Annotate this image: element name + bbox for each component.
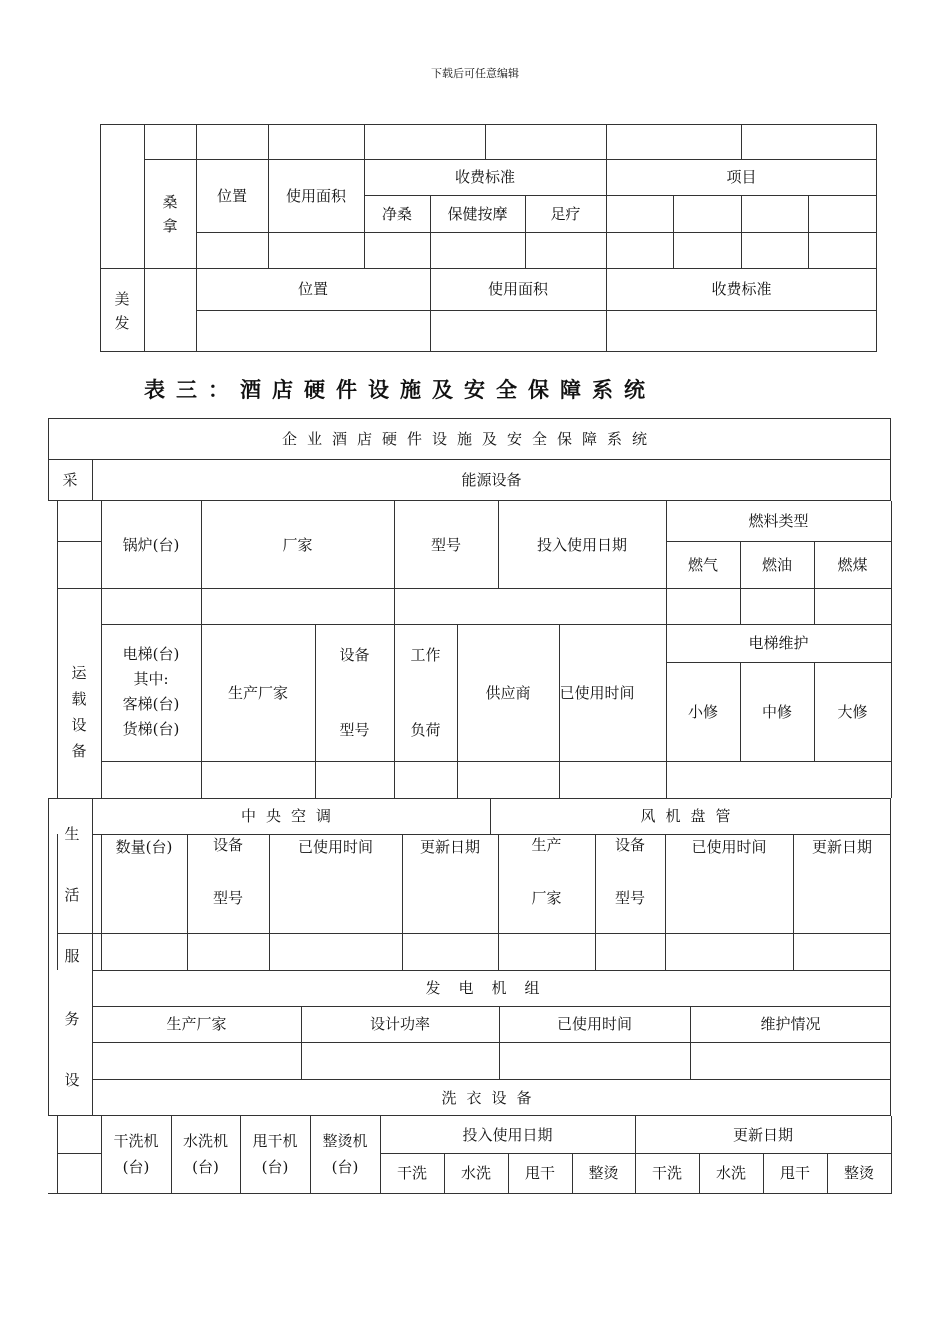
laundry-machine-line: 干洗机 [113, 1132, 159, 1150]
sauna-label-text: 桑拿 [162, 193, 178, 235]
laundry-type-cell: 水洗 [460, 1164, 491, 1182]
laundry-machine [310, 1128, 380, 1180]
laundry-machine-line: (台) [122, 1158, 150, 1176]
laundry-type-cell: 整烫 [843, 1164, 874, 1182]
laundry-start-header: 投入使用日期 [462, 1125, 553, 1144]
elevator-header [101, 640, 201, 744]
supplier-header: 供应商 [485, 683, 531, 702]
fuel-type-header: 燃料类型 [748, 512, 809, 530]
hair-area: 使用面积 [487, 280, 548, 298]
hair-position: 位置 [297, 280, 328, 298]
hair-label [107, 286, 137, 336]
gen-col: 维护情况 [760, 1015, 821, 1033]
laundry-machine [171, 1128, 240, 1180]
produce-line: 生产 [531, 836, 562, 854]
work-load-line: 负荷 [410, 721, 441, 739]
life-service-char: 活 [64, 885, 80, 904]
equip-model-line: 型号 [339, 721, 370, 739]
laundry-machine-line: (台) [261, 1158, 289, 1176]
laundry-type-cell: 干洗 [396, 1164, 427, 1182]
equip-model-line: 型号 [614, 889, 645, 907]
produce-line: 厂家 [531, 889, 562, 907]
used-time-header: 已使用时间 [559, 683, 635, 702]
sauna-label [155, 189, 185, 239]
fan-coil-header: 风机盘管 [640, 807, 741, 825]
producer-header: 生产厂家 [227, 683, 288, 702]
elevator-line: 客梯(台) [122, 695, 180, 713]
fee-type-cell: 净桑 [381, 204, 412, 223]
work-load-line: 工作 [410, 646, 441, 664]
model-header: 型号 [430, 535, 461, 554]
elevator-maint-header: 电梯维护 [748, 634, 809, 652]
fuel-cell: 燃油 [761, 555, 792, 574]
gen-col: 设计功率 [369, 1015, 430, 1033]
laundry-header: 洗衣设备 [441, 1088, 542, 1107]
laundry-type-cell: 干洗 [651, 1164, 682, 1182]
work-load-header [394, 645, 457, 741]
sauna-position: 位置 [216, 186, 247, 205]
laundry-machine [101, 1128, 171, 1180]
laundry-machine-line: 甩干机 [252, 1132, 298, 1150]
update-date-header: 更新日期 [419, 837, 480, 856]
elevator-line: 其中: [133, 670, 169, 688]
laundry-machine-line: (台) [192, 1158, 219, 1176]
hair-fee-standard: 收费标准 [711, 280, 772, 298]
fee-type-cell: 足疗 [550, 204, 581, 223]
hair-label-text: 美发 [114, 290, 130, 332]
transport-label [64, 660, 94, 764]
laundry-machine-line: 整烫机 [322, 1132, 368, 1150]
life-service-char: 务 [64, 1009, 80, 1028]
laundry-machine-line: 水洗机 [182, 1132, 228, 1150]
update-date-header-fan: 更新日期 [811, 837, 872, 856]
equip-model-header [315, 645, 394, 741]
boiler-header: 锅炉(台) [122, 535, 180, 554]
repair-cell: 大修 [837, 702, 868, 721]
cai-label: 采 [62, 471, 78, 489]
fuel-cell: 燃气 [687, 555, 718, 574]
repair-cell: 中修 [761, 702, 792, 721]
gen-col: 生产厂家 [166, 1015, 227, 1033]
page-header: 下载后可任意编辑 [431, 67, 519, 81]
generator-header: 发电机组 [425, 979, 558, 997]
elevator-line: 电梯(台) [122, 645, 180, 663]
gen-col: 已使用时间 [556, 1015, 632, 1033]
life-service-char: 设 [64, 1070, 80, 1089]
equip-model-line: 设备 [339, 646, 370, 664]
equip-model-line: 设备 [614, 836, 645, 854]
sauna-fee-standard: 收费标准 [454, 168, 515, 186]
maker-header: 厂家 [282, 535, 313, 554]
qty-header: 数量(台) [115, 837, 173, 856]
equip-model-header-ac [187, 835, 269, 909]
transport-label-text: 运载设备 [71, 664, 87, 760]
laundry-machine [240, 1128, 310, 1180]
equip-model-header-fan [595, 835, 665, 909]
central-ac-header: 中央空调 [240, 807, 341, 825]
life-service-char: 生 [64, 824, 80, 843]
used-time2-header: 已使用时间 [297, 837, 373, 856]
sauna-items: 项目 [726, 168, 757, 186]
fee-type-cell: 保健按摩 [447, 204, 508, 223]
table3-header: 企业酒店硬件设施及安全保障系统 [281, 429, 657, 448]
used-time2-header-fan: 已使用时间 [691, 837, 767, 856]
laundry-type-cell: 甩干 [524, 1164, 555, 1182]
laundry-type-cell: 水洗 [715, 1164, 746, 1182]
laundry-update-header: 更新日期 [732, 1125, 793, 1144]
life-service-char: 服 [64, 946, 80, 965]
laundry-machine-line: (台) [331, 1158, 359, 1176]
equip-model-line: 设备 [212, 836, 243, 854]
fuel-cell: 燃煤 [837, 555, 868, 574]
sauna-area: 使用面积 [285, 186, 346, 205]
equip-model-line: 型号 [212, 889, 243, 907]
energy-equipment: 能源设备 [461, 471, 522, 489]
elevator-line: 货梯(台) [122, 720, 180, 738]
table3-title: 表三：酒店硬件设施及安全保障系统 [144, 377, 656, 403]
laundry-type-cell: 甩干 [779, 1164, 810, 1182]
start-date-header: 投入使用日期 [536, 535, 627, 554]
laundry-type-cell: 整烫 [588, 1164, 619, 1182]
repair-cell: 小修 [687, 702, 718, 721]
produce-header [498, 835, 595, 909]
